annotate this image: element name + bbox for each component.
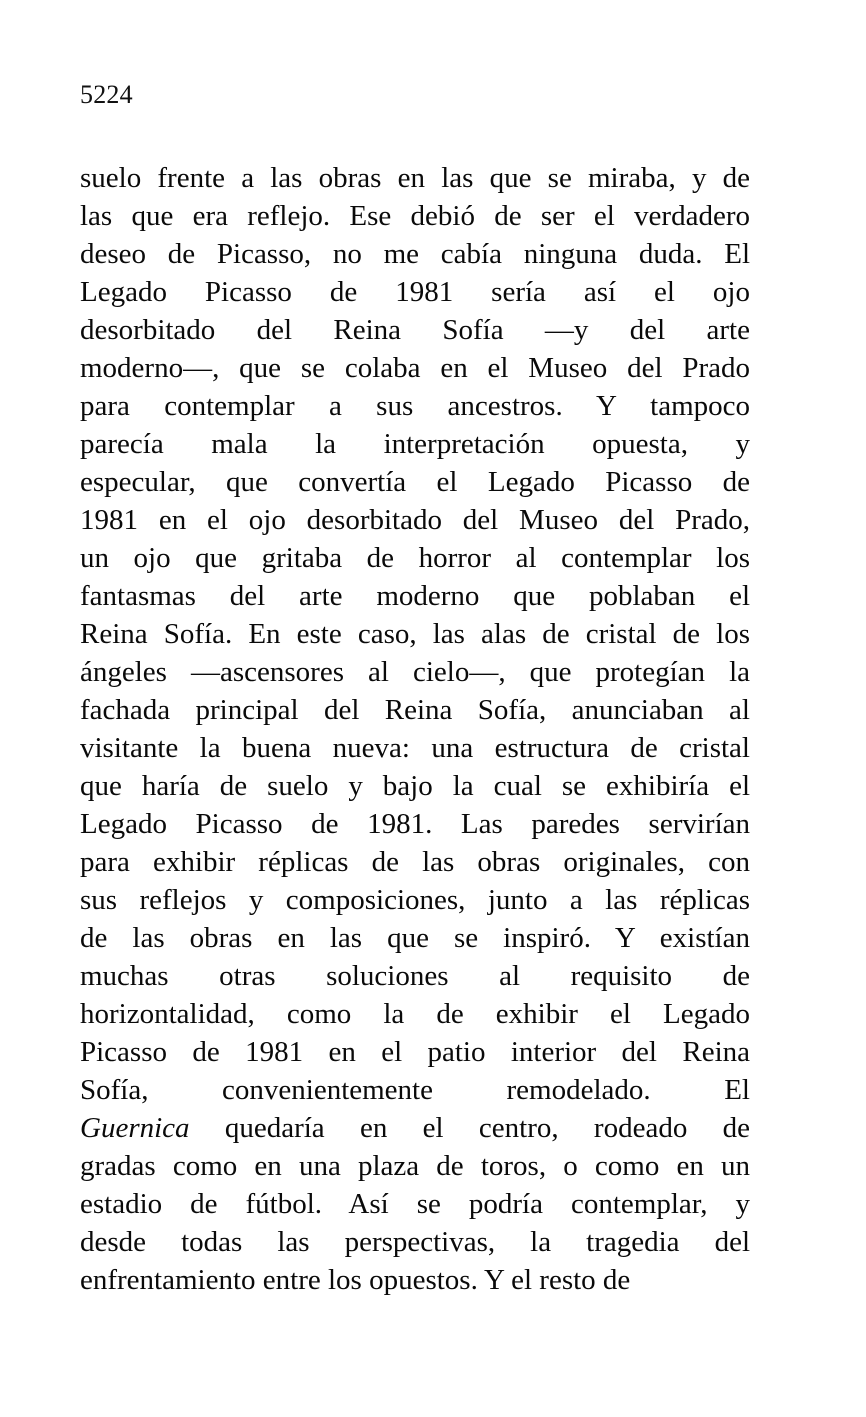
text-line: visitante la buena nueva: una estructura de cristal	[80, 732, 750, 764]
text-line: Guernica quedaría en el centro, rodeado de	[80, 1112, 750, 1144]
text-line: Reina Sofía. En este caso, las alas de cristal de los	[80, 618, 750, 650]
text-line: horizontalidad, como la de exhibir el Legado	[80, 998, 750, 1030]
text-line: Legado Picasso de 1981 sería así el ojo	[80, 276, 750, 308]
text-line: muchas otras soluciones al requisito de	[80, 960, 750, 992]
text-line: moderno—, que se colaba en el Museo del Prado	[80, 352, 750, 384]
text-line: suelo frente a las obras en las que se miraba, y de	[80, 162, 750, 194]
text-line: enfrentamiento entre los opuestos. Y el resto de	[80, 1264, 631, 1296]
text-line: especular, que convertía el Legado Picasso de	[80, 466, 750, 498]
text-line: desorbitado del Reina Sofía —y del arte	[80, 314, 750, 346]
text-line: estadio de fútbol. Así se podría contemplar, y	[80, 1188, 750, 1220]
text-line: fantasmas del arte moderno que poblaban el	[80, 580, 750, 612]
text-line: ángeles —ascensores al cielo—, que protegían la	[80, 656, 750, 688]
text-line: Legado Picasso de 1981. Las paredes servirían	[80, 808, 750, 840]
text-line: que haría de suelo y bajo la cual se exhibiría el	[80, 770, 750, 802]
body-text-block	[80, 159, 750, 1299]
text-line: un ojo que gritaba de horror al contemplar los	[80, 542, 750, 574]
text-line: 1981 en el ojo desorbitado del Museo del Prado,	[80, 504, 750, 536]
text-line: sus reflejos y composiciones, junto a las réplicas	[80, 884, 750, 916]
text-line: deseo de Picasso, no me cabía ninguna duda. El	[80, 238, 750, 270]
text-line: para exhibir réplicas de las obras originales, con	[80, 846, 750, 878]
text-line: desde todas las perspectivas, la tragedia del	[80, 1226, 750, 1258]
text-line: fachada principal del Reina Sofía, anunciaban al	[80, 694, 750, 726]
text-line: de las obras en las que se inspiró. Y existían	[80, 922, 750, 954]
text-line: Picasso de 1981 en el patio interior del Reina	[80, 1036, 750, 1068]
text-line: las que era reflejo. Ese debió de ser el verdadero	[80, 200, 750, 232]
page-number: 5224	[80, 80, 133, 109]
text-line: gradas como en una plaza de toros, o como en un	[80, 1150, 750, 1182]
text-line: Sofía, convenientemente remodelado. El	[80, 1074, 750, 1106]
text-line: parecía mala la interpretación opuesta, y	[80, 428, 750, 460]
italic-title: Guernica	[80, 1112, 190, 1144]
text-line: para contemplar a sus ancestros. Y tampoco	[80, 390, 750, 422]
